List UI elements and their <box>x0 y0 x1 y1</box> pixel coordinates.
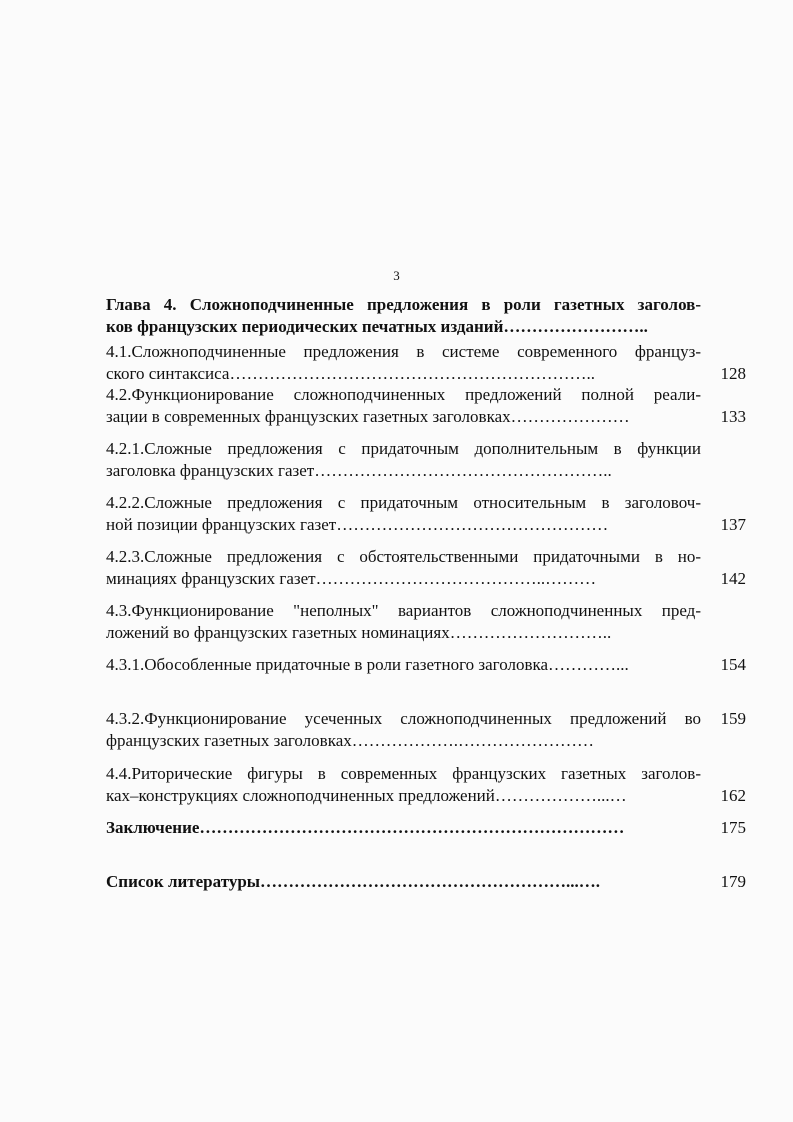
toc-entry-text-line1: 4.2.2.Сложные предложения с придаточным относительным в заголовоч- <box>106 493 701 512</box>
toc-page-number: 159 <box>720 709 746 728</box>
toc-entry-text-line1: 4.3.2.Функционирование усеченных сложноподчиненных предложений во <box>106 709 701 728</box>
toc-page-number: 175 <box>720 818 746 837</box>
page-number: 3 <box>393 268 400 283</box>
toc-entry-text-line2: ной позиции французских газет………………………………………… <box>106 515 609 534</box>
toc-entry-text-line1: Глава 4. Сложноподчиненные предложения в роли газетных заголов- <box>106 295 701 314</box>
toc-page-number: 128 <box>720 364 746 383</box>
toc-entry-text-line2: ков французских периодических печатных изданий…………………….. <box>106 317 648 336</box>
toc-entry-text-line1: Заключение………………………………………………………………… <box>106 818 625 837</box>
toc-entry-text-line1: 4.3.1.Обособленные придаточные в роли газетного заголовка…………... <box>106 655 629 674</box>
toc-entry-text-line2: ках–конструкциях сложноподчиненных предложений………………...… <box>106 786 627 805</box>
toc-page-number: 179 <box>720 872 746 891</box>
toc-entry-text-line1: 4.4.Риторические фигуры в современных французских газетных заголов- <box>106 764 701 783</box>
toc-entry-text-line1: 4.2.3.Сложные предложения с обстоятельственными придаточными в но- <box>106 547 701 566</box>
toc-page-number: 142 <box>720 569 746 588</box>
toc-entry-text-line1: Список литературы………………………………………………...…. <box>106 872 601 891</box>
toc-entry-text-line1: 4.2.Функционирование сложноподчиненных предложений полной реали- <box>106 385 701 404</box>
toc-page-number: 133 <box>720 407 746 426</box>
toc-entry-text-line2: ложений во французских газетных номинациях……………………….. <box>106 623 612 642</box>
toc-entry-text-line1: 4.3.Функционирование "неполных" вариантов сложноподчиненных пред- <box>106 601 701 620</box>
toc-page-number: 162 <box>720 786 746 805</box>
toc-entry-text-line2: зации в современных французских газетных заголовках………………… <box>106 407 630 426</box>
toc-page-number: 154 <box>720 655 746 674</box>
toc-entry-text-line1: 4.2.1.Сложные предложения с придаточным дополнительным в функции <box>106 439 701 458</box>
toc-entry-text-line1: 4.1.Сложноподчиненные предложения в системе современного француз- <box>106 342 701 361</box>
toc-page-number: 137 <box>720 515 746 534</box>
toc-entry-text-line2: заголовка французских газет…………………………………………….. <box>106 461 612 480</box>
toc-entry-text-line2: минациях французских газет…………………………………..……… <box>106 569 597 588</box>
toc-entry-text-line2: французских газетных заголовках……………….…………………… <box>106 731 594 750</box>
toc-entry-text-line2: ского синтаксиса……………………………………………………….. <box>106 364 595 383</box>
